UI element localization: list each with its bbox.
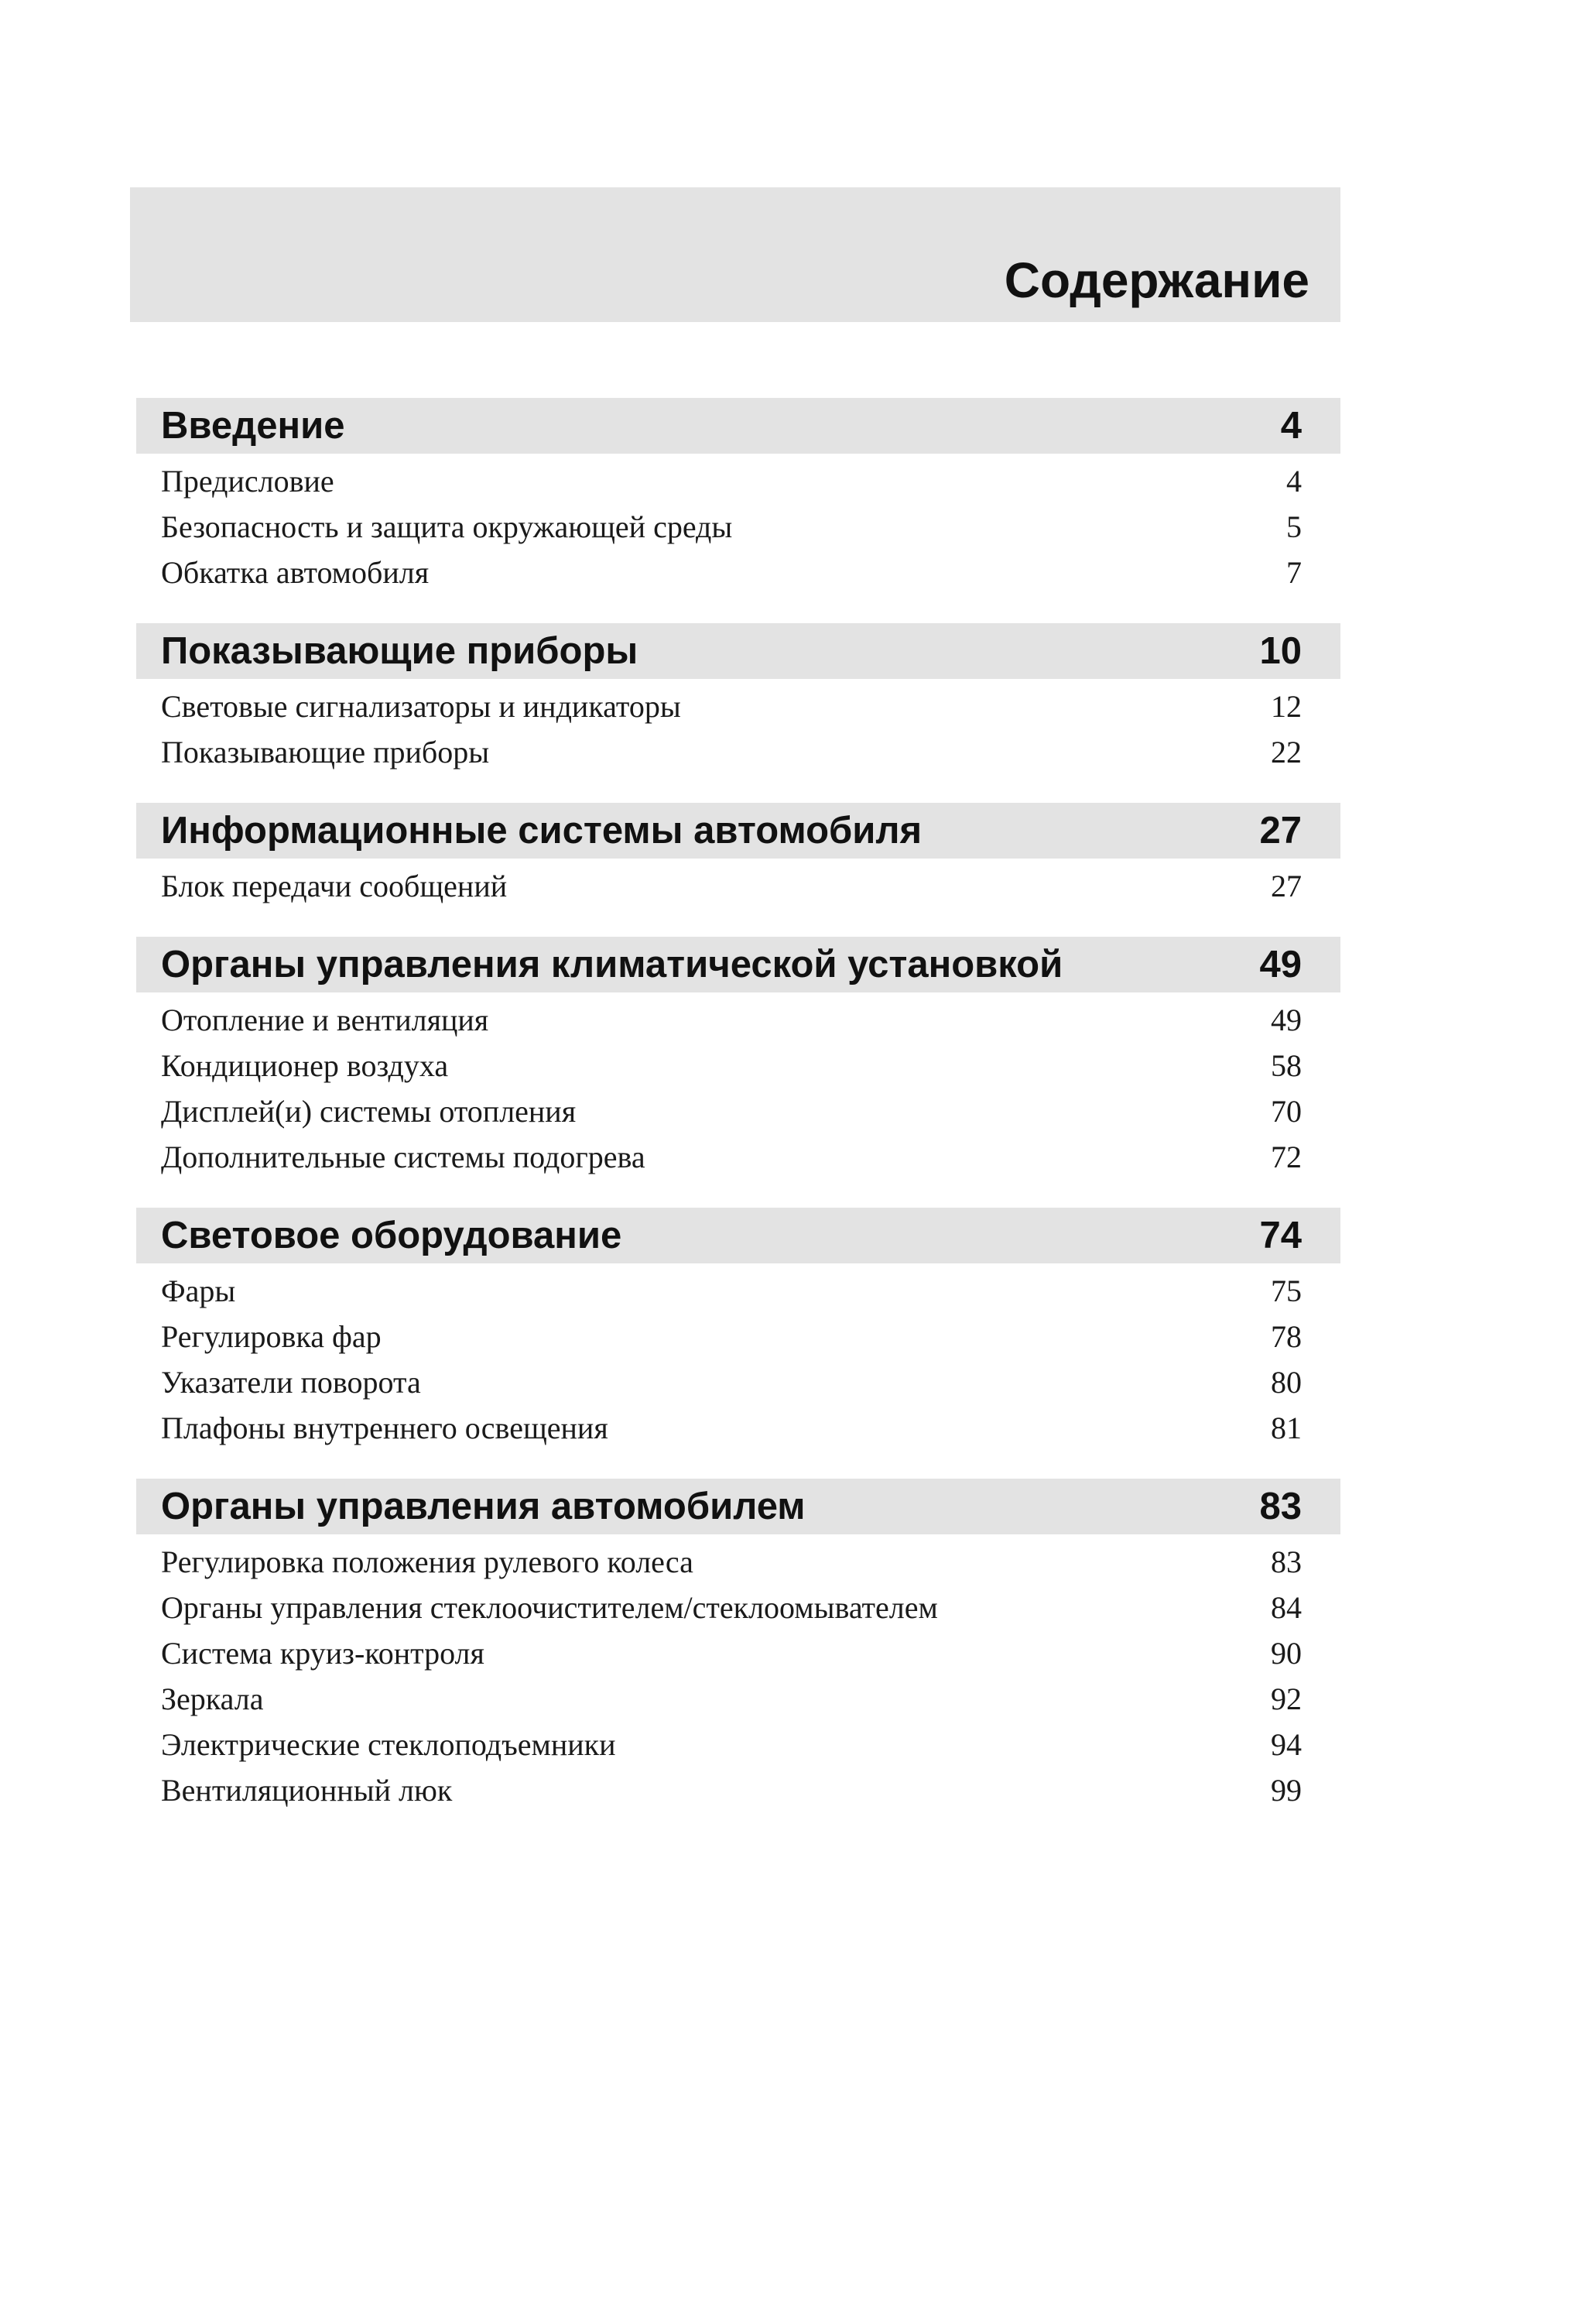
entry-title: Безопасность и защита окружающей среды: [161, 509, 733, 544]
entry-page-number: 83: [1271, 1544, 1302, 1579]
header-band: [130, 187, 1340, 322]
entry-title: Регулировка фар: [161, 1319, 382, 1354]
entry-title: Дисплей(и) системы отопления: [161, 1094, 577, 1129]
toc-entry[interactable]: [136, 457, 1340, 502]
section-page-number: 83: [1259, 1486, 1302, 1527]
entry-title: Кондиционер воздуха: [161, 1048, 449, 1083]
entry-title: Дополнительные системы подогрева: [161, 1140, 645, 1174]
entry-page-number: 5: [1286, 509, 1302, 544]
entry-title: Вентиляционный люк: [161, 1773, 453, 1808]
toc-entry[interactable]: [136, 1267, 1340, 1312]
entry-title: Предисловие: [161, 464, 334, 499]
section-title: Органы управления климатической установкой: [161, 944, 1063, 985]
page-title: Содержание: [1004, 252, 1309, 308]
toc-entry[interactable]: [136, 1404, 1340, 1449]
toc-entry[interactable]: [136, 1674, 1340, 1720]
toc-entry[interactable]: [136, 1720, 1340, 1766]
entry-title: Зеркала: [161, 1681, 264, 1716]
section-page-number: 4: [1280, 405, 1302, 447]
toc-entry[interactable]: [136, 996, 1340, 1041]
toc-entry[interactable]: [136, 1312, 1340, 1358]
entry-page-number: 92: [1271, 1681, 1302, 1716]
entry-title: Отопление и вентиляция: [161, 1003, 489, 1037]
toc-entry[interactable]: [136, 728, 1340, 773]
entry-title: Указатели поворота: [161, 1365, 421, 1400]
toc-entry[interactable]: [136, 1537, 1340, 1583]
section-title: Введение: [161, 405, 345, 447]
section-heading[interactable]: [136, 1479, 1340, 1534]
entry-page-number: 49: [1271, 1003, 1302, 1037]
section-page-number: 49: [1259, 944, 1302, 985]
entry-page-number: 22: [1271, 735, 1302, 770]
entry-title: Фары: [161, 1273, 236, 1308]
section-title: Информационные системы автомобиля: [161, 810, 923, 852]
section-title: Органы управления автомобилем: [161, 1486, 806, 1527]
toc-entry[interactable]: [136, 1358, 1340, 1404]
toc-entry[interactable]: [136, 682, 1340, 728]
entry-title: Система круиз-контроля: [161, 1636, 484, 1671]
entry-title: Показывающие приборы: [161, 735, 490, 770]
entry-title: Органы управления стеклоочистителем/стеклоомывателем: [161, 1590, 938, 1625]
section-entries: [136, 454, 1340, 594]
entry-page-number: 72: [1271, 1140, 1302, 1174]
entry-page-number: 4: [1286, 464, 1302, 499]
section-page-number: 10: [1259, 630, 1302, 672]
toc-entry[interactable]: [136, 1583, 1340, 1629]
section-entries: [136, 992, 1340, 1178]
entry-page-number: 78: [1271, 1319, 1302, 1354]
section-entries: [136, 859, 1340, 907]
entry-title: Электрические стеклоподъемники: [161, 1727, 616, 1762]
toc-entry[interactable]: [136, 1766, 1340, 1812]
section-entries: [136, 1263, 1340, 1449]
entry-title: Обкатка автомобиля: [161, 555, 430, 590]
entry-page-number: 27: [1271, 869, 1302, 903]
entry-title: Световые сигнализаторы и индикаторы: [161, 689, 681, 724]
toc-entry[interactable]: [136, 1041, 1340, 1087]
entry-page-number: 99: [1271, 1773, 1302, 1808]
section-heading[interactable]: [136, 623, 1340, 679]
toc-section: [136, 1479, 1340, 1812]
section-heading[interactable]: [136, 937, 1340, 992]
entry-page-number: 75: [1271, 1273, 1302, 1308]
section-title: Световое оборудование: [161, 1215, 622, 1256]
toc-section: [136, 803, 1340, 907]
section-heading[interactable]: [136, 398, 1340, 454]
entry-page-number: 70: [1271, 1094, 1302, 1129]
entry-page-number: 84: [1271, 1590, 1302, 1625]
toc-entry[interactable]: [136, 502, 1340, 548]
section-page-number: 27: [1259, 810, 1302, 852]
entry-page-number: 58: [1271, 1048, 1302, 1083]
section-heading[interactable]: [136, 1208, 1340, 1263]
entry-page-number: 7: [1286, 555, 1302, 590]
section-entries: [136, 679, 1340, 773]
table-of-contents: [136, 398, 1340, 1841]
toc-entry[interactable]: [136, 1629, 1340, 1674]
section-title: Показывающие приборы: [161, 630, 638, 672]
entry-page-number: 80: [1271, 1365, 1302, 1400]
section-entries: [136, 1534, 1340, 1812]
entry-page-number: 12: [1271, 689, 1302, 724]
entry-title: Плафоны внутреннего освещения: [161, 1411, 608, 1445]
entry-page-number: 81: [1271, 1411, 1302, 1445]
toc-section: [136, 1208, 1340, 1449]
toc-section: [136, 623, 1340, 773]
entry-title: Регулировка положения рулевого колеса: [161, 1544, 693, 1579]
toc-entry[interactable]: [136, 1087, 1340, 1133]
entry-title: Блок передачи сообщений: [161, 869, 508, 903]
toc-entry[interactable]: [136, 1133, 1340, 1178]
section-heading[interactable]: [136, 803, 1340, 859]
section-page-number: 74: [1259, 1215, 1302, 1256]
toc-entry[interactable]: [136, 548, 1340, 594]
entry-page-number: 94: [1271, 1727, 1302, 1762]
toc-section: [136, 398, 1340, 594]
toc-section: [136, 937, 1340, 1178]
toc-entry[interactable]: [136, 862, 1340, 907]
entry-page-number: 90: [1271, 1636, 1302, 1671]
